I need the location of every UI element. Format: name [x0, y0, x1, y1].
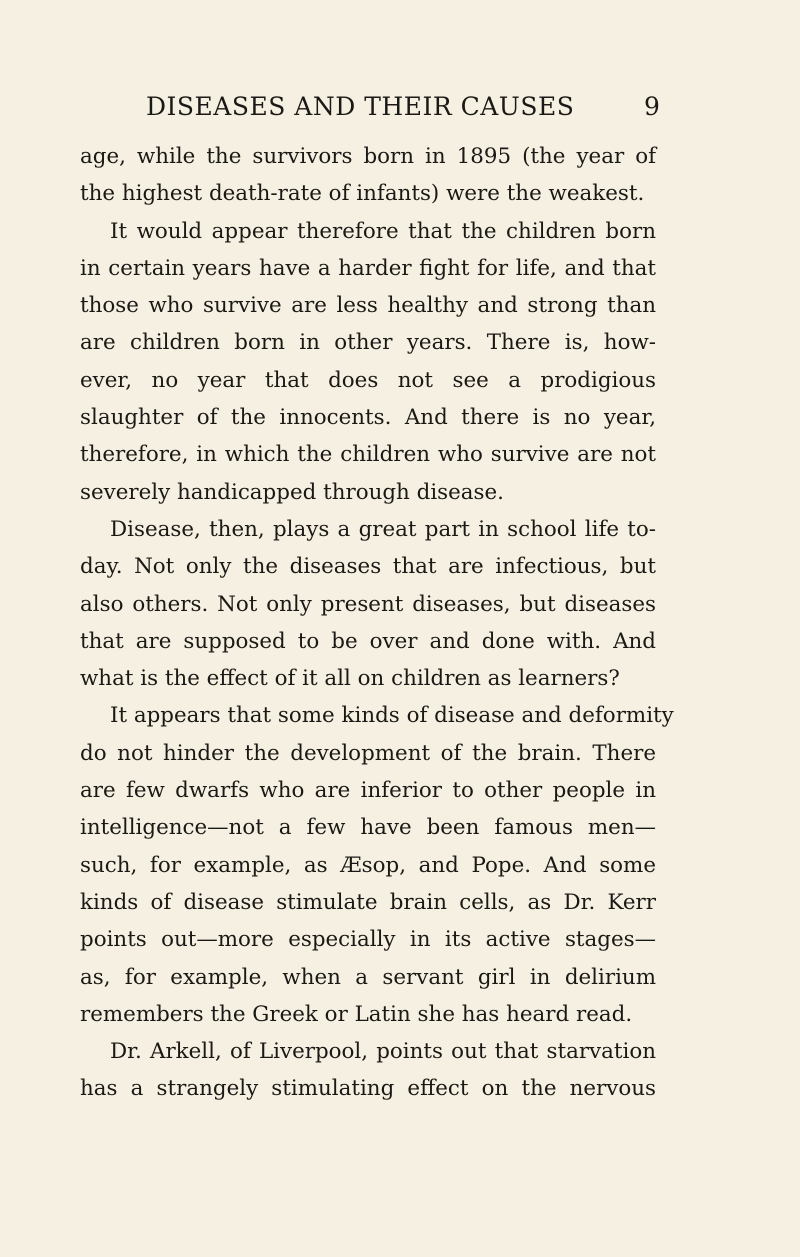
- text-line: severely handicapped through disease.: [80, 479, 504, 505]
- text-line: age, while the survivors born in 1895 (the year of: [80, 144, 656, 169]
- text-line: It would appear therefore that the children born: [110, 218, 656, 244]
- text-line: It appears that some kinds of disease and deformity: [110, 703, 674, 729]
- text-line: ever, no year that does not see a prodigious: [80, 367, 656, 393]
- text-line: therefore, in which the children who survive are not: [80, 442, 656, 468]
- page-number: 9: [644, 92, 660, 121]
- text-line: are few dwarfs who are inferior to other people in: [80, 778, 656, 804]
- text-line: that are supposed to be over and done with. And: [80, 628, 656, 654]
- text-line: Disease, then, plays a great part in school life to-: [110, 516, 656, 542]
- text-line: day. Not only the diseases that are infectious, but: [80, 554, 656, 580]
- text-line: points out—more especially in its active stages—: [80, 927, 656, 953]
- text-line: also others. Not only present diseases, but diseases: [80, 591, 656, 617]
- text-line: kinds of disease stimulate brain cells, as Dr. Kerr: [80, 889, 656, 915]
- text-line: what is the effect of it all on children as learners?: [80, 666, 620, 692]
- body-text: [80, 138, 674, 1108]
- text-line: those who survive are less healthy and strong than: [80, 293, 656, 319]
- text-line: as, for example, when a servant girl in delirium: [80, 964, 656, 990]
- text-line: has a strangely stimulating effect on the nervous: [80, 1076, 656, 1102]
- text-line: the highest death-rate of infants) were the weakest.: [80, 181, 645, 207]
- text-line: are children born in other years. There is, how-: [80, 330, 656, 356]
- text-line: Dr. Arkell, of Liverpool, points out that starvation: [110, 1039, 656, 1065]
- text-line: do not hinder the development of the brain. There: [80, 740, 656, 766]
- text-line: intelligence—not a few have been famous men—: [80, 815, 656, 841]
- text-line: such, for example, as Æsop, and Pope. And some: [80, 852, 656, 878]
- text-line: in certain years have a harder fight for life, and that: [80, 255, 656, 281]
- text-line: slaughter of the innocents. And there is no year,: [80, 405, 656, 431]
- text-line: remembers the Greek or Latin she has heard read.: [80, 1001, 633, 1027]
- running-title: DISEASES AND THEIR CAUSES: [146, 92, 575, 121]
